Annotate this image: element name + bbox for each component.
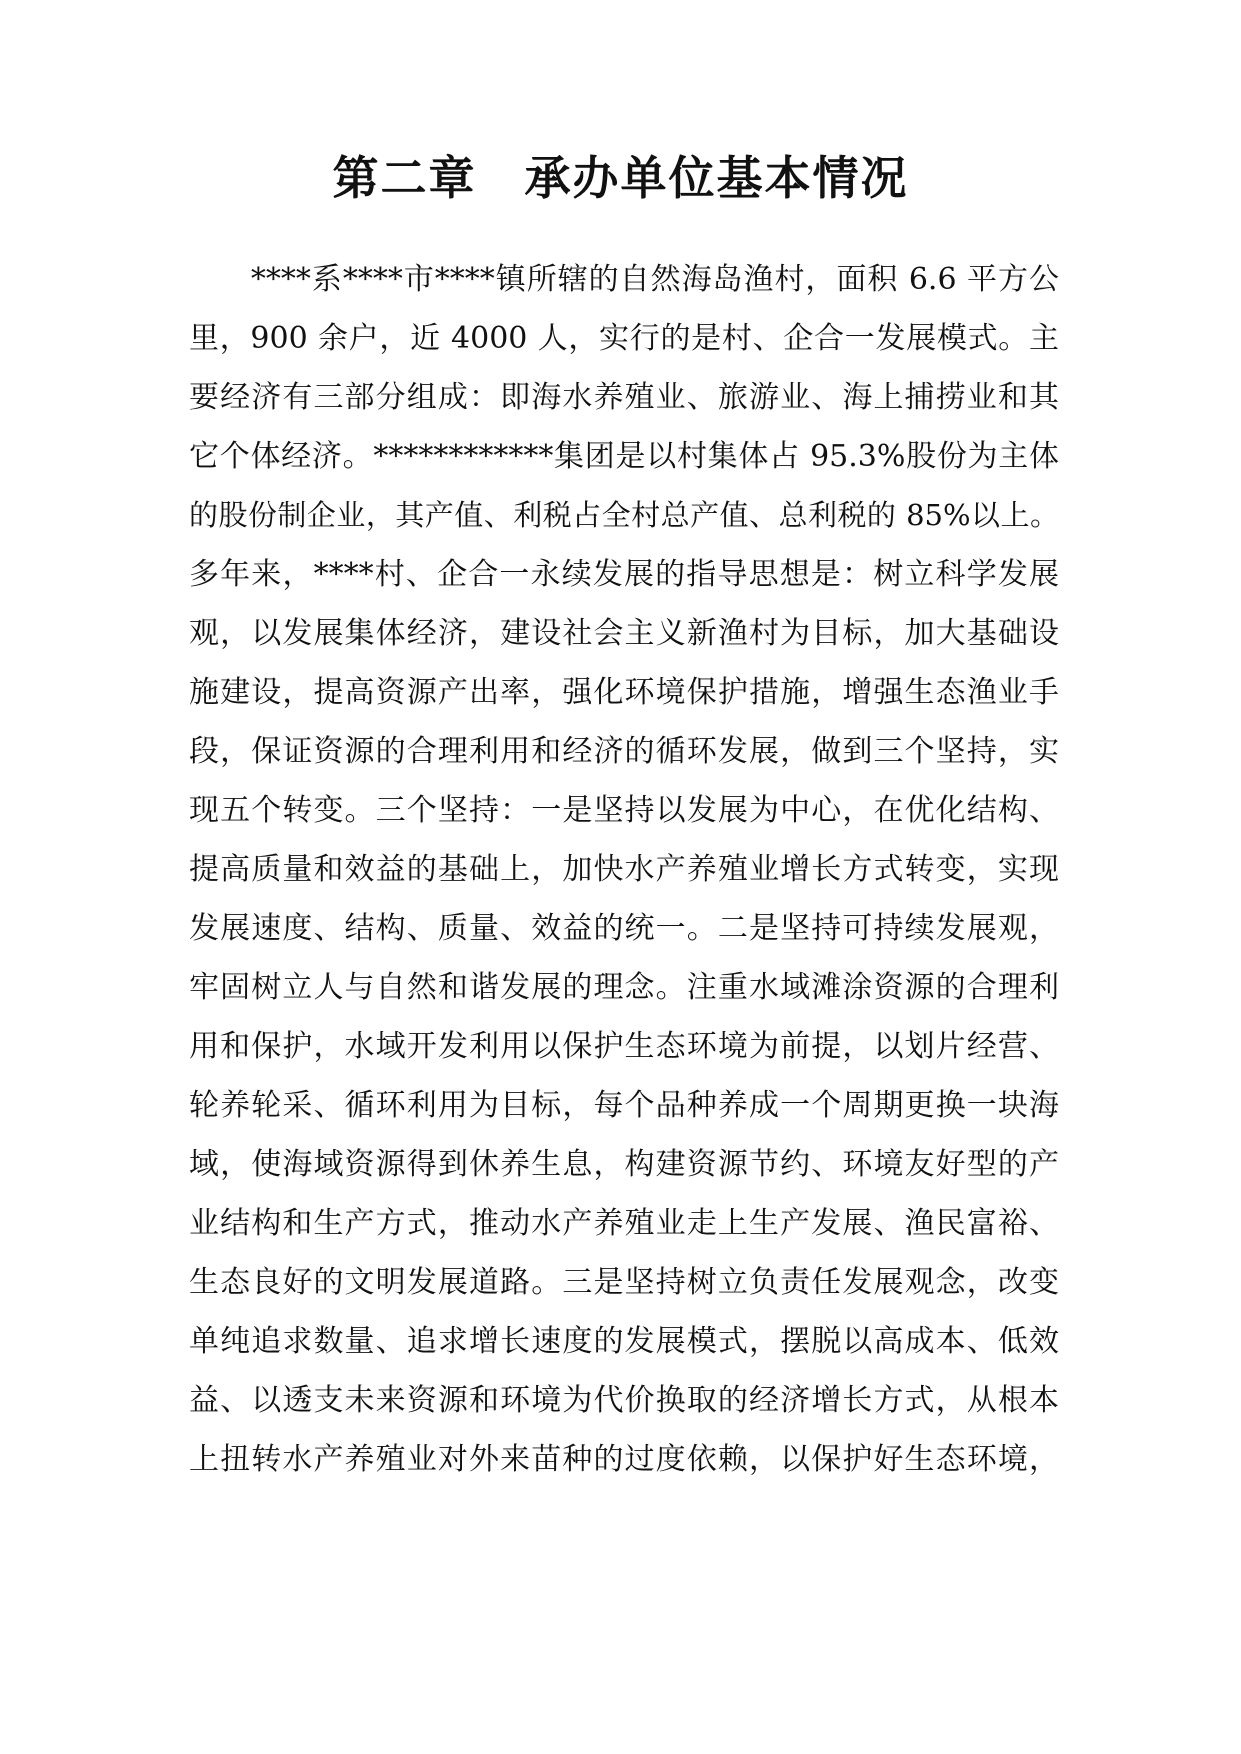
text-line-1: ****系****市****镇所辖的自然海岛渔村，面积 6.6 平方公 [189, 262, 1059, 297]
text-line-8: 施建设，提高资源产出率，强化环境保护措施，增强生态渔业手 [189, 675, 1059, 710]
text-line-21: 上扭转水产养殖业对外来苗种的过度依赖，以保护好生态环境， [189, 1442, 1059, 1477]
text-line-5: 的股份制企业，其产值、利税占全村总产值、总利税的 85%以上。 [189, 498, 1059, 532]
body-paragraph [189, 250, 1059, 1489]
text-line-7: 观，以发展集体经济，建设社会主义新渔村为目标，加大基础设 [189, 616, 1059, 651]
text-line-9: 段，保证资源的合理利用和经济的循环发展，做到三个坚持，实 [189, 734, 1059, 769]
text-line-10: 现五个转变。三个坚持：一是坚持以发展为中心，在优化结构、 [189, 793, 1059, 828]
text-line-2: 里，900 余户，近 4000 人，实行的是村、企合一发展模式。主 [189, 321, 1059, 356]
text-line-14: 用和保护，水域开发利用以保护生态环境为前提，以划片经营、 [189, 1029, 1059, 1064]
text-line-19: 单纯追求数量、追求增长速度的发展模式，摆脱以高成本、低效 [189, 1324, 1059, 1359]
text-line-6: 多年来，****村、企合一永续发展的指导思想是：树立科学发展 [189, 557, 1059, 592]
text-line-3: 要经济有三部分组成：即海水养殖业、旅游业、海上捕捞业和其 [189, 380, 1059, 415]
text-line-18: 生态良好的文明发展道路。三是坚持树立负责任发展观念，改变 [189, 1265, 1059, 1300]
text-line-12: 发展速度、结构、质量、效益的统一。二是坚持可持续发展观， [189, 911, 1059, 946]
text-line-16: 域，使海域资源得到休养生息，构建资源节约、环境友好型的产 [189, 1147, 1059, 1182]
text-line-13: 牢固树立人与自然和谐发展的理念。注重水域滩涂资源的合理利 [189, 970, 1059, 1005]
text-line-4: 它个体经济。************集团是以村集体占 95.3%股份为主体 [189, 439, 1059, 474]
text-line-20: 益、以透支未来资源和环境为代价换取的经济增长方式，从根本 [189, 1383, 1059, 1418]
chapter-title: 第二章 承办单位基本情况 [332, 151, 909, 205]
text-line-15: 轮养轮采、循环利用为目标，每个品种养成一个周期更换一块海 [189, 1088, 1059, 1123]
text-line-11: 提高质量和效益的基础上，加快水产养殖业增长方式转变，实现 [189, 852, 1059, 887]
text-line-17: 业结构和生产方式，推动水产养殖业走上生产发展、渔民富裕、 [189, 1206, 1059, 1241]
